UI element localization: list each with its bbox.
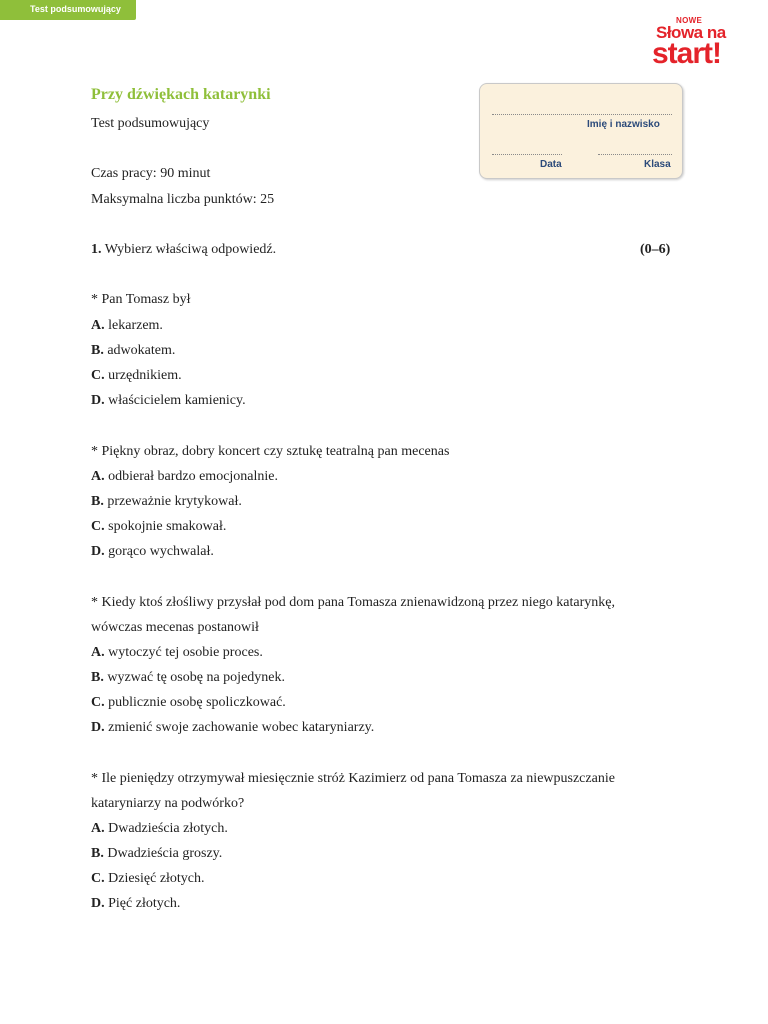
- answer-key: D.: [91, 544, 105, 559]
- answer-4d[interactable]: [91, 896, 180, 912]
- task-text: Wybierz właściwą odpowiedź.: [104, 242, 277, 257]
- answer-text: urzędnikiem.: [108, 368, 182, 383]
- answer-key: B.: [91, 494, 104, 509]
- answer-key: A.: [91, 645, 105, 660]
- answer-text: lekarzem.: [108, 318, 163, 333]
- header-tab-label: Test podsumowujący: [30, 4, 121, 14]
- header-tab: [0, 0, 136, 20]
- answer-key: A.: [91, 318, 105, 333]
- name-label: Imię i nazwisko: [587, 119, 660, 130]
- answer-key: B.: [91, 343, 104, 358]
- answer-key: D.: [91, 393, 105, 408]
- answer-key: A.: [91, 821, 105, 836]
- answer-text: właścicielem kamienicy.: [108, 393, 246, 408]
- page-title: Przy dźwiękach katarynki: [91, 86, 271, 103]
- answer-text: wyzwać tę osobę na pojedynek.: [107, 670, 286, 685]
- answer-text: Dziesięć złotych.: [108, 871, 205, 886]
- subtitle: Test podsumowujący: [91, 116, 210, 131]
- answer-key: A.: [91, 469, 105, 484]
- task-number: 1.: [91, 242, 102, 257]
- answer-key: C.: [91, 695, 105, 710]
- answer-2a[interactable]: [91, 469, 278, 485]
- answer-text: zmienić swoje zachowanie wobec kataryniarzy.: [108, 720, 375, 735]
- task-instruction: [91, 242, 276, 258]
- answer-text: Pięć złotych.: [108, 896, 181, 911]
- answer-1b[interactable]: [91, 343, 175, 359]
- answer-key: C.: [91, 368, 105, 383]
- date-line[interactable]: [492, 154, 562, 155]
- answer-4a[interactable]: [91, 821, 228, 837]
- answer-4b[interactable]: [91, 846, 222, 862]
- question-1-stem: * Pan Tomasz był: [91, 292, 191, 307]
- answer-2d[interactable]: [91, 544, 214, 560]
- answer-3d[interactable]: [91, 720, 374, 736]
- answer-text: przeważnie krytykował.: [107, 494, 242, 509]
- answer-1c[interactable]: [91, 368, 182, 384]
- answer-2b[interactable]: [91, 494, 242, 510]
- question-3-stem-line-1: * Kiedy ktoś złośliwy przysłał pod dom pana Tomasza znienawidzoną przez niego katarynkę,: [91, 595, 615, 610]
- answer-key: D.: [91, 896, 105, 911]
- answer-text: adwokatem.: [107, 343, 176, 358]
- task-points: (0–6): [640, 242, 671, 257]
- student-info-box: [479, 83, 683, 179]
- answer-3b[interactable]: [91, 670, 285, 686]
- time-info: Czas pracy: 90 minut: [91, 166, 211, 181]
- date-label: Data: [540, 159, 562, 170]
- class-line[interactable]: [598, 154, 672, 155]
- answer-1d[interactable]: [91, 393, 246, 409]
- name-line[interactable]: [492, 114, 672, 115]
- answer-4c[interactable]: [91, 871, 205, 887]
- answer-3a[interactable]: [91, 645, 263, 661]
- answer-key: C.: [91, 871, 105, 886]
- answer-2c[interactable]: [91, 519, 226, 535]
- answer-text: gorąco wychwalał.: [108, 544, 214, 559]
- answer-text: wytoczyć tej osobie proces.: [108, 645, 263, 660]
- answer-text: odbierał bardzo emocjonalnie.: [108, 469, 278, 484]
- answer-1a[interactable]: [91, 318, 163, 334]
- class-label: Klasa: [644, 159, 671, 170]
- answer-text: Dwadzieścia groszy.: [107, 846, 223, 861]
- answer-3c[interactable]: [91, 695, 286, 711]
- publisher-logo: [650, 16, 740, 72]
- answer-key: C.: [91, 519, 105, 534]
- logo-big-text: start!: [652, 37, 722, 70]
- question-4-stem-line-2: kataryniarzy na podwórko?: [91, 796, 245, 811]
- answer-key: B.: [91, 670, 104, 685]
- question-2-stem: * Piękny obraz, dobry koncert czy sztukę teatralną pan mecenas: [91, 444, 450, 459]
- question-3-stem-line-2: wówczas mecenas postanowił: [91, 620, 259, 635]
- answer-text: Dwadzieścia złotych.: [108, 821, 228, 836]
- answer-text: publicznie osobę spoliczkować.: [108, 695, 286, 710]
- logo-mid-text: Słowa na: [656, 23, 726, 42]
- answer-text: spokojnie smakował.: [108, 519, 227, 534]
- answer-key: B.: [91, 846, 104, 861]
- max-points-info: Maksymalna liczba punktów: 25: [91, 192, 275, 207]
- answer-key: D.: [91, 720, 105, 735]
- question-4-stem-line-1: * Ile pieniędzy otrzymywał miesięcznie stróż Kazimierz od pana Tomasza za niewpuszczanie: [91, 771, 615, 786]
- logo-small-text: NOWE: [676, 16, 703, 25]
